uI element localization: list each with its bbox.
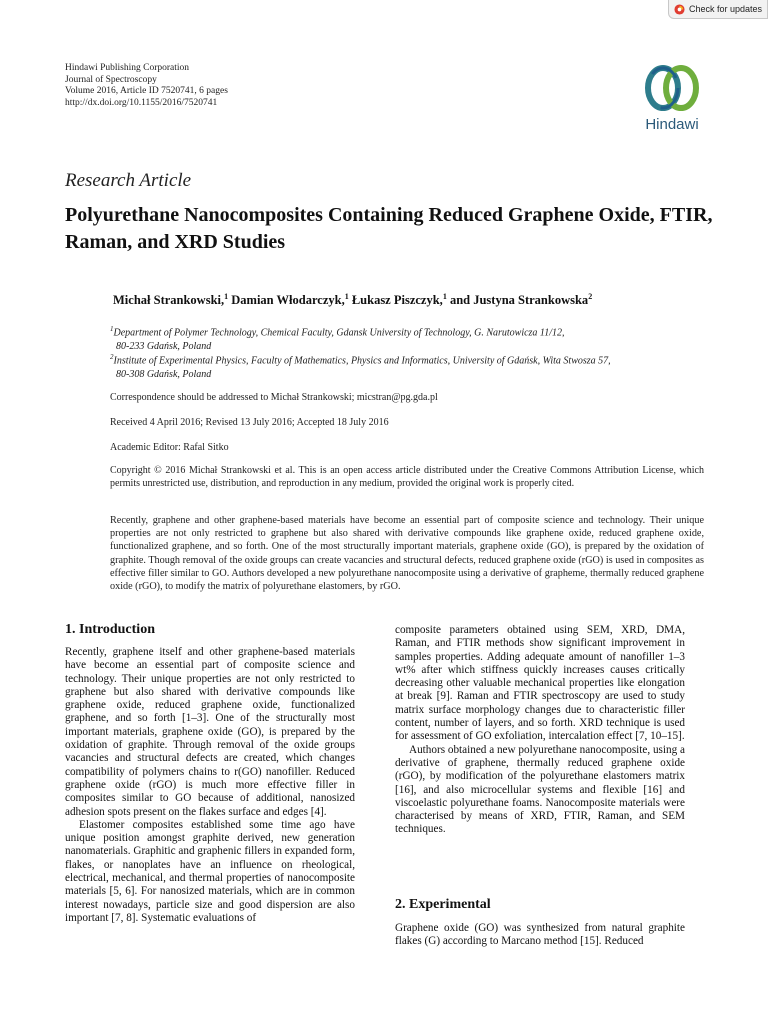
check-updates-label: Check for updates [688, 4, 763, 14]
author-sup: 1 [224, 292, 229, 301]
author-name: Damian Włodarczyk, [228, 293, 345, 308]
introduction-heading: 1. Introduction [65, 622, 155, 637]
author-sup: 1 [344, 292, 349, 301]
article-title: Polyurethane Nanocomposites Containing Reduced Graphene Oxide, FTIR, Raman, and XRD Studies [65, 204, 713, 253]
author-sup: 2 [588, 292, 593, 301]
volume-text: Volume 2016, Article ID 7520741, 6 pages [65, 86, 228, 96]
author-list [113, 292, 592, 308]
affiliation-line: 80-233 Gdańsk, Poland [116, 341, 212, 353]
experimental-heading: 2. Experimental [395, 897, 491, 912]
publisher-text: Hindawi Publishing Corporation [65, 63, 190, 73]
affiliation-line: Department of Polymer Technology, Chemical Faculty, Gdansk University of Technology, G. Narutowicza 11/12, [113, 327, 565, 339]
author-sup: 1 [442, 292, 447, 301]
body-paragraph: Authors obtained a new polyurethane nanocomposite, using a derivative of graphene, thermally reduced graphene oxide (rGO), by modification of the polyurethane elastomers matrix [16], and also microcellular systems and flexible [16] and viscoelastic polyurethane foams. Nanocomposite materials were characterised by means of XRD, FTIR, Raman, and SEM techniques. [395, 743, 685, 836]
doi-link[interactable]: http://dx.doi.org/10.1155/2016/7520741 [65, 97, 218, 108]
affiliation-sup: 2 [110, 353, 114, 361]
right-column [395, 624, 685, 837]
correspondence-text: Correspondence should be addressed to Michał Strankowski; micstran@pg.gda.pl [110, 392, 438, 403]
author-name: Łukasz Piszczyk, [348, 293, 443, 308]
body-paragraph: Elastomer composites established some time ago have unique position amongst graphite derived, new generation nanomaterials. Graphitic and graphenic fillers in expanded form, flakes, or nanoplates have an influence on rheological, electrical, mechanical, and thermal properties of nanocomposite materials [5, 6]. For nanosized materials, which are in common interest nowadays, particle size and good dispersion are also important [7, 8]. Systematic evaluations of [65, 818, 355, 924]
body-paragraph: composite parameters obtained using SEM, XRD, DMA, Raman, and FTIR methods show significant improvement in samples properties. Adding adequate amount of nanofiller 1–3 wt% after which stiffness quickly increases causes critically decreasing other valuable mechanical properties like elongation at break [9]. Raman and FTIR spectroscopy are used to study matrix surface morphology changes due to characteristic filler content, number of layers, and so forth. XRD technique is used for assessment of GO exfoliation, intercalation effect [7, 10–15]. [395, 624, 685, 743]
hindawi-logo-text: Hindawi [645, 116, 699, 133]
check-for-updates-button[interactable] [668, 0, 768, 19]
dates-text: Received 4 April 2016; Revised 13 July 2016; Accepted 18 July 2016 [110, 417, 389, 428]
author-name: and Justyna Strankowska [446, 293, 589, 308]
affiliation-sup: 1 [110, 325, 114, 333]
journal-name: Journal of Spectroscopy [65, 74, 157, 85]
affiliation-line: 80-308 Gdańsk, Poland [116, 369, 212, 381]
hindawi-logo [632, 60, 712, 135]
article-type: Research Article [65, 170, 192, 191]
academic-editor: Academic Editor: Rafal Sitko [110, 442, 229, 453]
experimental-paragraph: Graphene oxide (GO) was synthesized from natural graphite flakes (G) according to Marcano method [15]. Reduced [395, 922, 685, 948]
left-column [65, 646, 355, 925]
hindawi-rings-icon [632, 60, 712, 116]
affiliation-2 [110, 350, 710, 382]
abstract-text: Recently, graphene and other graphene-based materials have become an essential part of composite science and technology. Their unique properties are not only restricted to graphene but also shared with derivative compounds like graphene oxide, reduced graphene oxide, functionalized graphene, and so forth. One of the most structurally important materials, graphene oxide (GO), is prepared by the oxidation of graphite. Though removal of the oxide groups can create vacancies and structural defects, reduced graphene oxide (rGO) is used in composites as effective filler similar to GO. Authors developed a new polyurethane nanocomposite using a derivative of grapheme, thermally reduced graphene oxide (rGO), to modify the matrix of polyurethane elastomers, by rGO. [110, 515, 704, 593]
author-name: Michał Strankowski, [113, 293, 225, 308]
body-paragraph: Recently, graphene itself and other graphene-based materials have become an essential part of composite science and technology. Their unique properties are not only restricted to graphene but also shared with derivative compounds like graphene oxide, reduced graphene oxide, functionalized graphene, and so forth [1–3]. One of the structurally most important materials, graphene oxide (GO), is prepared by the oxidation of graphite. Through removal of the oxide groups vacancies and structural defects are created, which changes compatibility of polymers chains to r(GO) nanofiller. Reduced graphene oxide (rGO) is much more effective filler in composites similar to GO because of additional, nanosized adhesion spots present on the flakes surface and edges [4]. [65, 646, 355, 818]
check-updates-icon [674, 4, 685, 15]
journal-meta [65, 63, 228, 109]
affiliation-line: Institute of Experimental Physics, Faculty of Mathematics, Physics and Informatics, University of Gdańsk, Wita Stwosza 57, [113, 355, 611, 367]
copyright-text: Copyright © 2016 Michał Strankowski et al. This is an open access article distributed under the Creative Commons Attribution License, which permits unrestricted use, distribution, and reproduction in any medium, provided the original work is properly cited. [110, 465, 704, 489]
